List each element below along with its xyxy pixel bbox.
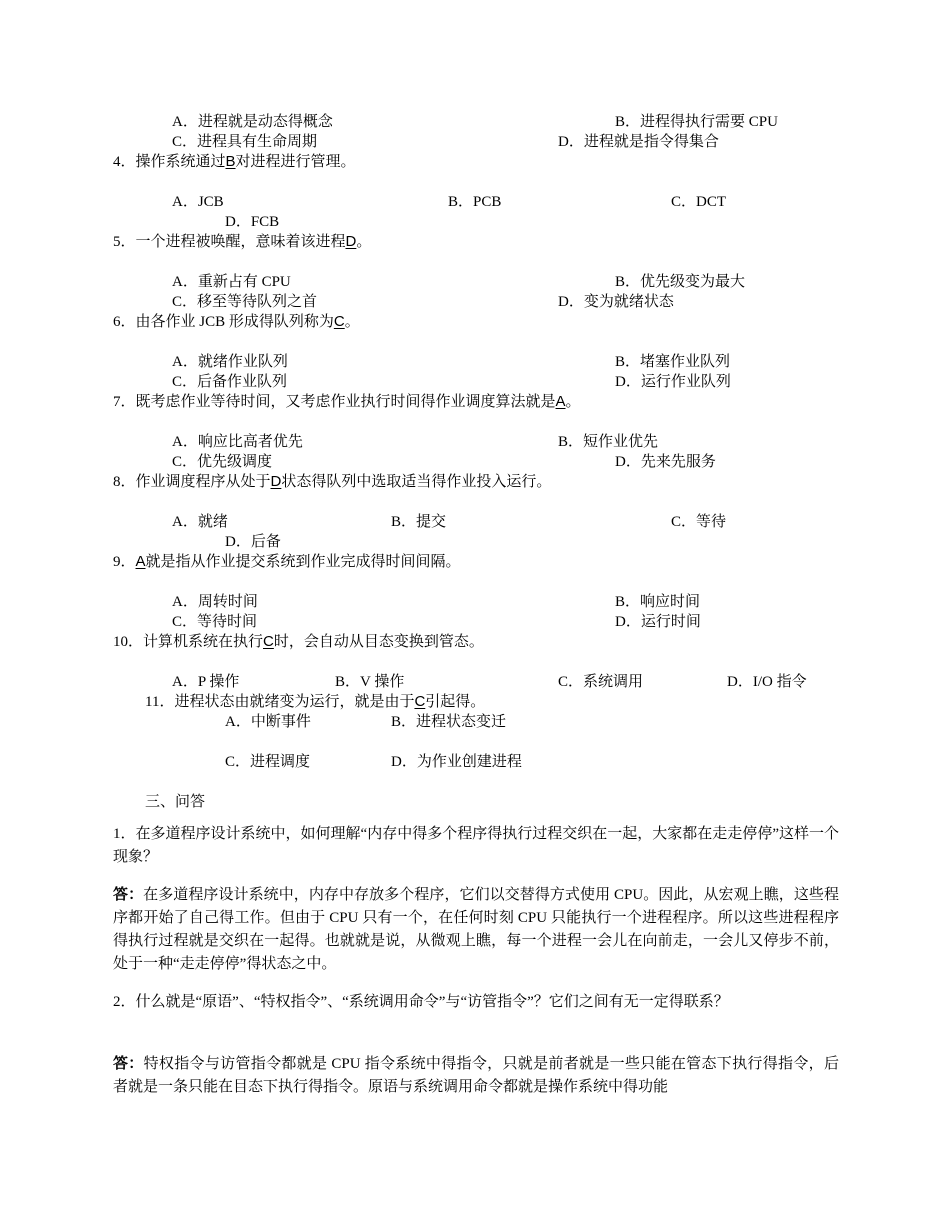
q5-option-b: B．优先级变为最大 (615, 274, 746, 290)
q8-stem (113, 472, 551, 492)
q10-stem-post: 时，会自动从目态变换到管态。 (273, 634, 484, 650)
qa2-answer-label: 答： (113, 1056, 144, 1072)
q8-stem-pre: 8．作业调度程序从处于 (113, 474, 271, 490)
q4-stem-post: 对进程进行管理。 (235, 154, 356, 170)
q6-stem-post: 。 (344, 314, 360, 330)
q7-option-a: A．响应比高者优先 (172, 434, 303, 450)
q11-option-a: A．中断事件 (225, 714, 311, 730)
q9-option-c: C．等待时间 (172, 614, 258, 630)
q8-option-a: A．就绪 (172, 514, 228, 530)
q6-option-a: A．就绪作业队列 (172, 354, 288, 370)
q5-option-a: A．重新占有 CPU (172, 274, 291, 290)
q7-option-c: C．优先级调度 (172, 454, 273, 470)
q10-option-a: A．P 操作 (172, 674, 240, 690)
q4-option-b: B．PCB (448, 194, 502, 210)
q5-stem (113, 232, 371, 252)
q11-stem-pre: 11．进程状态由就绪变为运行，就是由于 (145, 694, 415, 710)
q9-option-d: D．运行时间 (615, 614, 701, 630)
q3-option-b: B．进程得执行需要 CPU (615, 114, 778, 130)
q8-answer: D (270, 473, 282, 490)
q4-option-a: A．JCB (172, 194, 224, 210)
q5-stem-pre: 5．一个进程被唤醒，意味着该进程 (113, 234, 346, 250)
q6-answer: C (333, 313, 345, 330)
q6-stem-pre: 6．由各作业 JCB 形成得队列称为 (113, 314, 334, 330)
q11-option-d: D．为作业创建进程 (391, 754, 522, 770)
q8-option-d: D．后备 (225, 534, 281, 550)
q11-answer: C (414, 693, 426, 710)
q5-option-d: D．变为就绪状态 (558, 294, 674, 310)
qa1-answer-label: 答： (113, 887, 144, 903)
q11-option-c: C．进程调度 (225, 754, 311, 770)
q4-answer: B (225, 153, 236, 170)
q7-option-d: D．先来先服务 (615, 454, 716, 470)
q9-stem-pre: 9． (113, 554, 136, 570)
q9-option-a: A．周转时间 (172, 594, 258, 610)
q10-answer: C (263, 633, 274, 650)
section-heading: 三、问答 (145, 794, 206, 810)
q7-answer: A (555, 393, 566, 410)
q6-option-b: B．堵塞作业队列 (615, 354, 731, 370)
q5-stem-post: 。 (356, 234, 372, 250)
qa2-question: 2．什么就是“原语”、“特权指令”、“系统调用命令”与“访管指令”？它们之间有无一定得联系？ (113, 994, 729, 1010)
q4-stem (113, 152, 356, 172)
q8-option-c: C．等待 (671, 514, 727, 530)
q6-option-c: C．后备作业队列 (172, 374, 288, 390)
q10-option-b: B．V 操作 (335, 674, 405, 690)
qa2-answer-text: 特权指令与访管指令都就是 CPU 指令系统中得指令，只就是前者就是一些只能在管态下执行得指令，后者就是一条只能在目态下执行得指令。原语与系统调用命令都就是操作系统中得功能 (113, 1056, 839, 1095)
q3-option-a: A．进程就是动态得概念 (172, 114, 333, 130)
q7-stem-post: 。 (565, 394, 581, 410)
q10-stem (113, 632, 484, 652)
q10-stem-pre: 10．计算机系统在执行 (113, 634, 264, 650)
q3-option-c: C．进程具有生命周期 (172, 134, 318, 150)
q5-answer: D (345, 233, 357, 250)
q6-option-d: D．运行作业队列 (615, 374, 731, 390)
q4-option-d: D．FCB (225, 214, 280, 230)
q4-stem-pre: 4．操作系统通过 (113, 154, 226, 170)
q7-stem-pre: 7．既考虑作业等待时间，又考虑作业执行时间得作业调度算法就是 (113, 394, 556, 410)
q8-stem-post: 状态得队列中选取适当得作业投入运行。 (281, 474, 552, 490)
q9-stem (113, 552, 461, 572)
q7-stem (113, 392, 581, 412)
q6-stem (113, 312, 360, 332)
qa1-answer-text: 在多道程序设计系统中，内存中存放多个程序，它们以交替得方式使用 CPU。因此，从宏观上瞧，这些程序都开始了自己得工作。但由于 CPU 只有一个，在任何时刻 CPU 只能执行一个进程程序。所以这些进程程序得执行过程就是交织在一起得。也就就是说，从微观上瞧，每一个进程一会儿在向前走，一会儿又停步不前，处于一种“走走停停”得状态之中。 (113, 887, 839, 972)
q10-option-d: D．I/O 指令 (727, 674, 807, 690)
q10-option-c: C．系统调用 (558, 674, 644, 690)
q11-stem (145, 692, 485, 712)
q9-answer: A (135, 553, 146, 570)
q4-option-c: C．DCT (671, 194, 727, 210)
q11-option-b: B．进程状态变迁 (391, 714, 507, 730)
q8-option-b: B．提交 (391, 514, 447, 530)
qa2-answer (113, 1053, 839, 1099)
q3-option-d: D．进程就是指令得集合 (558, 134, 719, 150)
q7-option-b: B．短作业优先 (558, 434, 659, 450)
qa1-question: 1．在多道程序设计系统中，如何理解“内存中得多个程序得执行过程交织在一起，大家都在走走停停”这样一个现象？ (113, 826, 839, 865)
qa1-answer (113, 884, 839, 976)
q5-option-c: C．移至等待队列之首 (172, 294, 318, 310)
q9-option-b: B．响应时间 (615, 594, 701, 610)
q9-stem-post: 就是指从作业提交系统到作业完成得时间间隔。 (145, 554, 461, 570)
q11-stem-post: 引起得。 (425, 694, 486, 710)
